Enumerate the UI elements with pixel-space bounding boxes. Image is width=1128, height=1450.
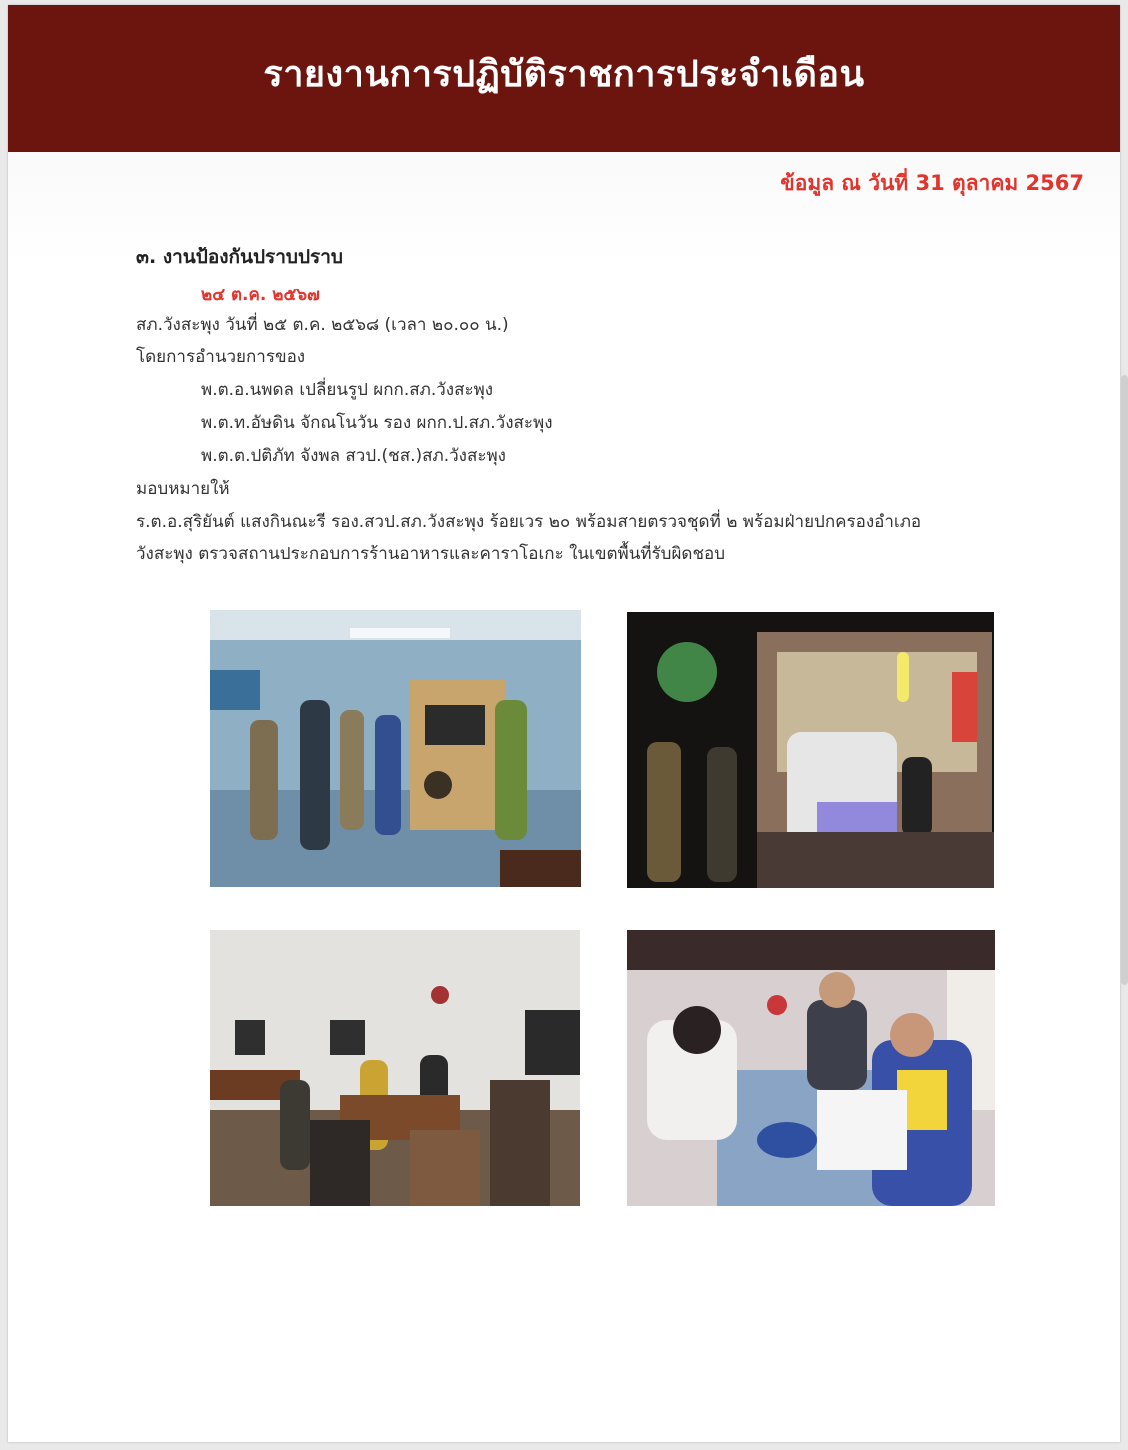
assign-label: มอบหมายให้ [136, 479, 230, 499]
inspection-photo-3 [210, 930, 580, 1206]
direction-label: โดยการอำนวยการของ [136, 347, 306, 367]
report-page [8, 5, 1120, 1442]
commander-2: พ.ต.ท.อัษดิน จักณโนวัน รอง ผกก.ป.สภ.วังสะพุง [201, 413, 553, 433]
as-of-date: ข้อมูล ณ วันที่ 31 ตุลาคม 2567 [780, 171, 1084, 195]
station-line: สภ.วังสะพุง วันที่ ๒๕ ต.ค. ๒๕๖๘ (เวลา ๒๐.๐๐ น.) [136, 315, 509, 335]
body-line-1: ร.ต.อ.สุริยันต์ แสงกินณะรี รอง.สวป.สภ.วังสะพุง ร้อยเวร ๒๐ พร้อมสายตรวจชุดที่ ๒ พร้อมฝ่ายปกครองอำเภอ [136, 512, 922, 532]
inspection-photo-2 [627, 612, 994, 888]
body-line-2: วังสะพุง ตรวจสถานประกอบการร้านอาหารและคาราโอเกะ ในเขตพื้นที่รับผิดชอบ [136, 544, 725, 564]
inspection-photo-4 [627, 930, 995, 1206]
commander-3: พ.ต.ต.ปติภัท จังพล สวป.(ชส.)สภ.วังสะพุง [201, 446, 506, 466]
event-date: ๒๔ ต.ค. ๒๕๖๗ [201, 285, 320, 305]
inspection-photo-1 [210, 610, 581, 887]
section-heading: ๓. งานป้องกันปราบปราบ [136, 246, 343, 268]
scrollbar[interactable] [1121, 375, 1128, 985]
commander-1: พ.ต.อ.นพดล เปลี่ยนรูป ผกก.สภ.วังสะพุง [201, 380, 494, 400]
report-title: รายงานการปฏิบัติราชการประจำเดือน [263, 54, 865, 95]
header-banner [8, 5, 1120, 152]
